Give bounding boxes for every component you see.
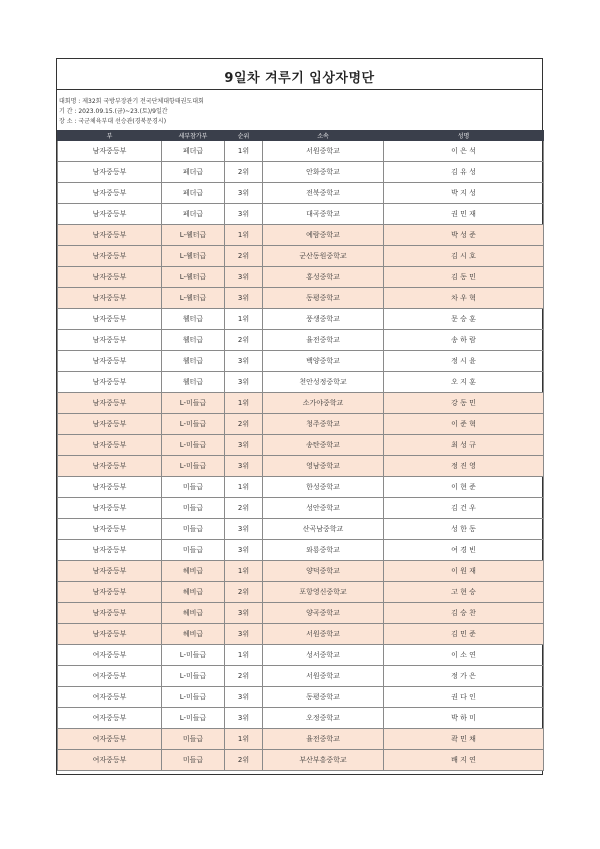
table-row [58,519,544,540]
cell-rank: 1위 [225,561,263,582]
table-row [58,456,544,477]
cell-category: L-웰터급 [162,267,225,288]
cell-rank: 1위 [225,309,263,330]
cell-category: L-미들급 [162,414,225,435]
cell-category: 웰터급 [162,309,225,330]
table-row [58,498,544,519]
cell-name: 권 민 재 [384,204,544,225]
cell-school: 송탄중학교 [263,435,384,456]
cell-rank: 2위 [225,666,263,687]
cell-category: 페더급 [162,162,225,183]
table-row [58,729,544,750]
table-row [58,687,544,708]
cell-category: 페더급 [162,204,225,225]
table-row [58,540,544,561]
cell-name: 이 소 연 [384,645,544,666]
meta-period: 기 간 : 2023.09.15.(금)~23.(토)/9일간 [59,108,168,115]
cell-school: 양덕중학교 [263,561,384,582]
results-sheet [56,58,543,775]
cell-division: 남자중등부 [58,540,162,561]
header-division: 부 [58,131,162,141]
cell-name: 정 시 윤 [384,351,544,372]
cell-school: 전북중학교 [263,183,384,204]
cell-category: 미들급 [162,729,225,750]
cell-school: 천안성정중학교 [263,372,384,393]
table-row [58,204,544,225]
cell-rank: 3위 [225,372,263,393]
cell-category: L-미들급 [162,393,225,414]
cell-school: 동평중학교 [263,288,384,309]
table-body [58,141,544,771]
cell-rank: 3위 [225,288,263,309]
cell-rank: 2위 [225,330,263,351]
cell-name: 정 진 영 [384,456,544,477]
cell-division: 남자중등부 [58,582,162,603]
cell-school: 포항영신중학교 [263,582,384,603]
cell-rank: 2위 [225,414,263,435]
table-row [58,624,544,645]
cell-school: 영남중학교 [263,456,384,477]
table-row [58,225,544,246]
cell-division: 여자중등부 [58,729,162,750]
cell-school: 서원중학교 [263,624,384,645]
table-row [58,645,544,666]
cell-division: 남자중등부 [58,414,162,435]
cell-school: 부산부흥중학교 [263,750,384,771]
table-row [58,708,544,729]
cell-rank: 2위 [225,498,263,519]
cell-rank: 3위 [225,204,263,225]
cell-division: 남자중등부 [58,456,162,477]
cell-category: 페더급 [162,183,225,204]
cell-name: 이 준 혁 [384,414,544,435]
header-rank: 순위 [225,131,263,141]
cell-name: 강 동 민 [384,393,544,414]
cell-name: 권 다 인 [384,687,544,708]
cell-division: 여자중등부 [58,687,162,708]
cell-division: 남자중등부 [58,393,162,414]
table-row [58,414,544,435]
cell-school: 율전중학교 [263,729,384,750]
table-row [58,666,544,687]
table-row [58,561,544,582]
meta-tournament: 대회명 : 제32회 국방부장관기 전국단체대항태권도대회 [59,98,204,105]
cell-category: 미들급 [162,519,225,540]
cell-rank: 2위 [225,582,263,603]
cell-division: 남자중등부 [58,477,162,498]
cell-school: 군산동원중학교 [263,246,384,267]
cell-school: 와룡중학교 [263,540,384,561]
cell-division: 여자중등부 [58,708,162,729]
cell-school: 한성중학교 [263,477,384,498]
table-row [58,603,544,624]
cell-rank: 2위 [225,750,263,771]
table-row [58,246,544,267]
cell-rank: 3위 [225,267,263,288]
cell-division: 남자중등부 [58,330,162,351]
cell-division: 남자중등부 [58,624,162,645]
cell-name: 박 지 성 [384,183,544,204]
cell-school: 성서중학교 [263,645,384,666]
cell-division: 남자중등부 [58,183,162,204]
cell-division: 여자중등부 [58,645,162,666]
cell-name: 정 가 은 [384,666,544,687]
meta-venue: 장 소 : 국군체육부대 선승관(경북문경시) [59,118,167,125]
cell-category: 웰터급 [162,330,225,351]
cell-category: 미들급 [162,477,225,498]
cell-rank: 3위 [225,519,263,540]
cell-category: 웰터급 [162,351,225,372]
table-row [58,750,544,771]
cell-name: 박 성 준 [384,225,544,246]
cell-name: 이 현 준 [384,477,544,498]
cell-name: 차 우 혁 [384,288,544,309]
header-category: 세부참가부 [162,131,225,141]
cell-division: 남자중등부 [58,204,162,225]
cell-rank: 3위 [225,540,263,561]
cell-category: 페더급 [162,141,225,162]
cell-rank: 3위 [225,183,263,204]
cell-division: 남자중등부 [58,309,162,330]
cell-name: 최 성 규 [384,435,544,456]
cell-name: 박 하 미 [384,708,544,729]
table-row [58,183,544,204]
cell-category: 웰터급 [162,372,225,393]
cell-division: 남자중등부 [58,141,162,162]
cell-division: 여자중등부 [58,750,162,771]
cell-name: 김 승 찬 [384,603,544,624]
cell-school: 동평중학교 [263,687,384,708]
cell-name: 이 은 석 [384,141,544,162]
cell-category: 헤비급 [162,624,225,645]
cell-rank: 1위 [225,645,263,666]
cell-name: 오 지 훈 [384,372,544,393]
table-row [58,435,544,456]
cell-rank: 1위 [225,225,263,246]
cell-category: 헤비급 [162,561,225,582]
cell-category: 헤비급 [162,582,225,603]
cell-category: 미들급 [162,498,225,519]
cell-rank: 3위 [225,687,263,708]
cell-name: 김 민 준 [384,624,544,645]
cell-division: 남자중등부 [58,519,162,540]
table-row [58,393,544,414]
table-row [58,141,544,162]
cell-division: 여자중등부 [58,666,162,687]
cell-name: 배 지 연 [384,750,544,771]
cell-school: 양곡중학교 [263,603,384,624]
cell-division: 남자중등부 [58,351,162,372]
cell-school: 안화중학교 [263,162,384,183]
cell-rank: 1위 [225,141,263,162]
cell-name: 곽 민 채 [384,729,544,750]
header-school: 소속 [263,131,384,141]
cell-division: 남자중등부 [58,603,162,624]
cell-category: L-미들급 [162,708,225,729]
cell-rank: 3위 [225,456,263,477]
cell-category: 미들급 [162,750,225,771]
table-row [58,330,544,351]
cell-school: 오정중학교 [263,708,384,729]
cell-school: 서원중학교 [263,141,384,162]
cell-rank: 2위 [225,162,263,183]
cell-name: 이 원 재 [384,561,544,582]
title-divider [57,89,542,90]
cell-rank: 1위 [225,393,263,414]
cell-division: 남자중등부 [58,267,162,288]
cell-school: 산곡남중학교 [263,519,384,540]
table-row [58,267,544,288]
cell-rank: 3위 [225,624,263,645]
cell-rank: 3위 [225,435,263,456]
cell-category: L-웰터급 [162,288,225,309]
table-row [58,477,544,498]
cell-rank: 1위 [225,477,263,498]
cell-name: 김 동 민 [384,267,544,288]
cell-name: 송 하 람 [384,330,544,351]
cell-rank: 3위 [225,708,263,729]
cell-category: L-미들급 [162,687,225,708]
cell-name: 문 승 훈 [384,309,544,330]
cell-division: 남자중등부 [58,225,162,246]
table-row [58,162,544,183]
cell-name: 김 건 우 [384,498,544,519]
page-title: 9일차 겨루기 입상자명단 [224,71,375,86]
cell-division: 남자중등부 [58,288,162,309]
cell-division: 남자중등부 [58,162,162,183]
cell-category: L-미들급 [162,666,225,687]
cell-division: 남자중등부 [58,435,162,456]
cell-name: 성 한 동 [384,519,544,540]
cell-school: 소가야중학교 [263,393,384,414]
table-row [58,372,544,393]
table-row [58,309,544,330]
table-row [58,351,544,372]
cell-school: 홍성중학교 [263,267,384,288]
cell-division: 남자중등부 [58,561,162,582]
results-table [57,130,544,771]
cell-division: 남자중등부 [58,498,162,519]
cell-school: 성안중학교 [263,498,384,519]
cell-school: 백양중학교 [263,351,384,372]
header-name: 성명 [384,131,544,141]
cell-rank: 3위 [225,603,263,624]
cell-category: L-미들급 [162,435,225,456]
cell-rank: 1위 [225,729,263,750]
cell-school: 청주중학교 [263,414,384,435]
cell-division: 남자중등부 [58,246,162,267]
cell-category: 미들급 [162,540,225,561]
cell-rank: 2위 [225,246,263,267]
cell-category: 헤비급 [162,603,225,624]
cell-school: 대곡중학교 [263,204,384,225]
cell-category: L-미들급 [162,645,225,666]
cell-category: L-미들급 [162,456,225,477]
cell-category: L-웰터급 [162,225,225,246]
cell-division: 남자중등부 [58,372,162,393]
cell-name: 여 경 빈 [384,540,544,561]
cell-name: 고 현 승 [384,582,544,603]
cell-category: L-웰터급 [162,246,225,267]
table-header-row [58,131,544,141]
cell-name: 김 시 호 [384,246,544,267]
table-row [58,288,544,309]
cell-school: 율전중학교 [263,330,384,351]
cell-school: 서원중학교 [263,666,384,687]
cell-school: 예람중학교 [263,225,384,246]
table-row [58,582,544,603]
cell-rank: 3위 [225,351,263,372]
cell-name: 김 유 성 [384,162,544,183]
cell-school: 풍생중학교 [263,309,384,330]
